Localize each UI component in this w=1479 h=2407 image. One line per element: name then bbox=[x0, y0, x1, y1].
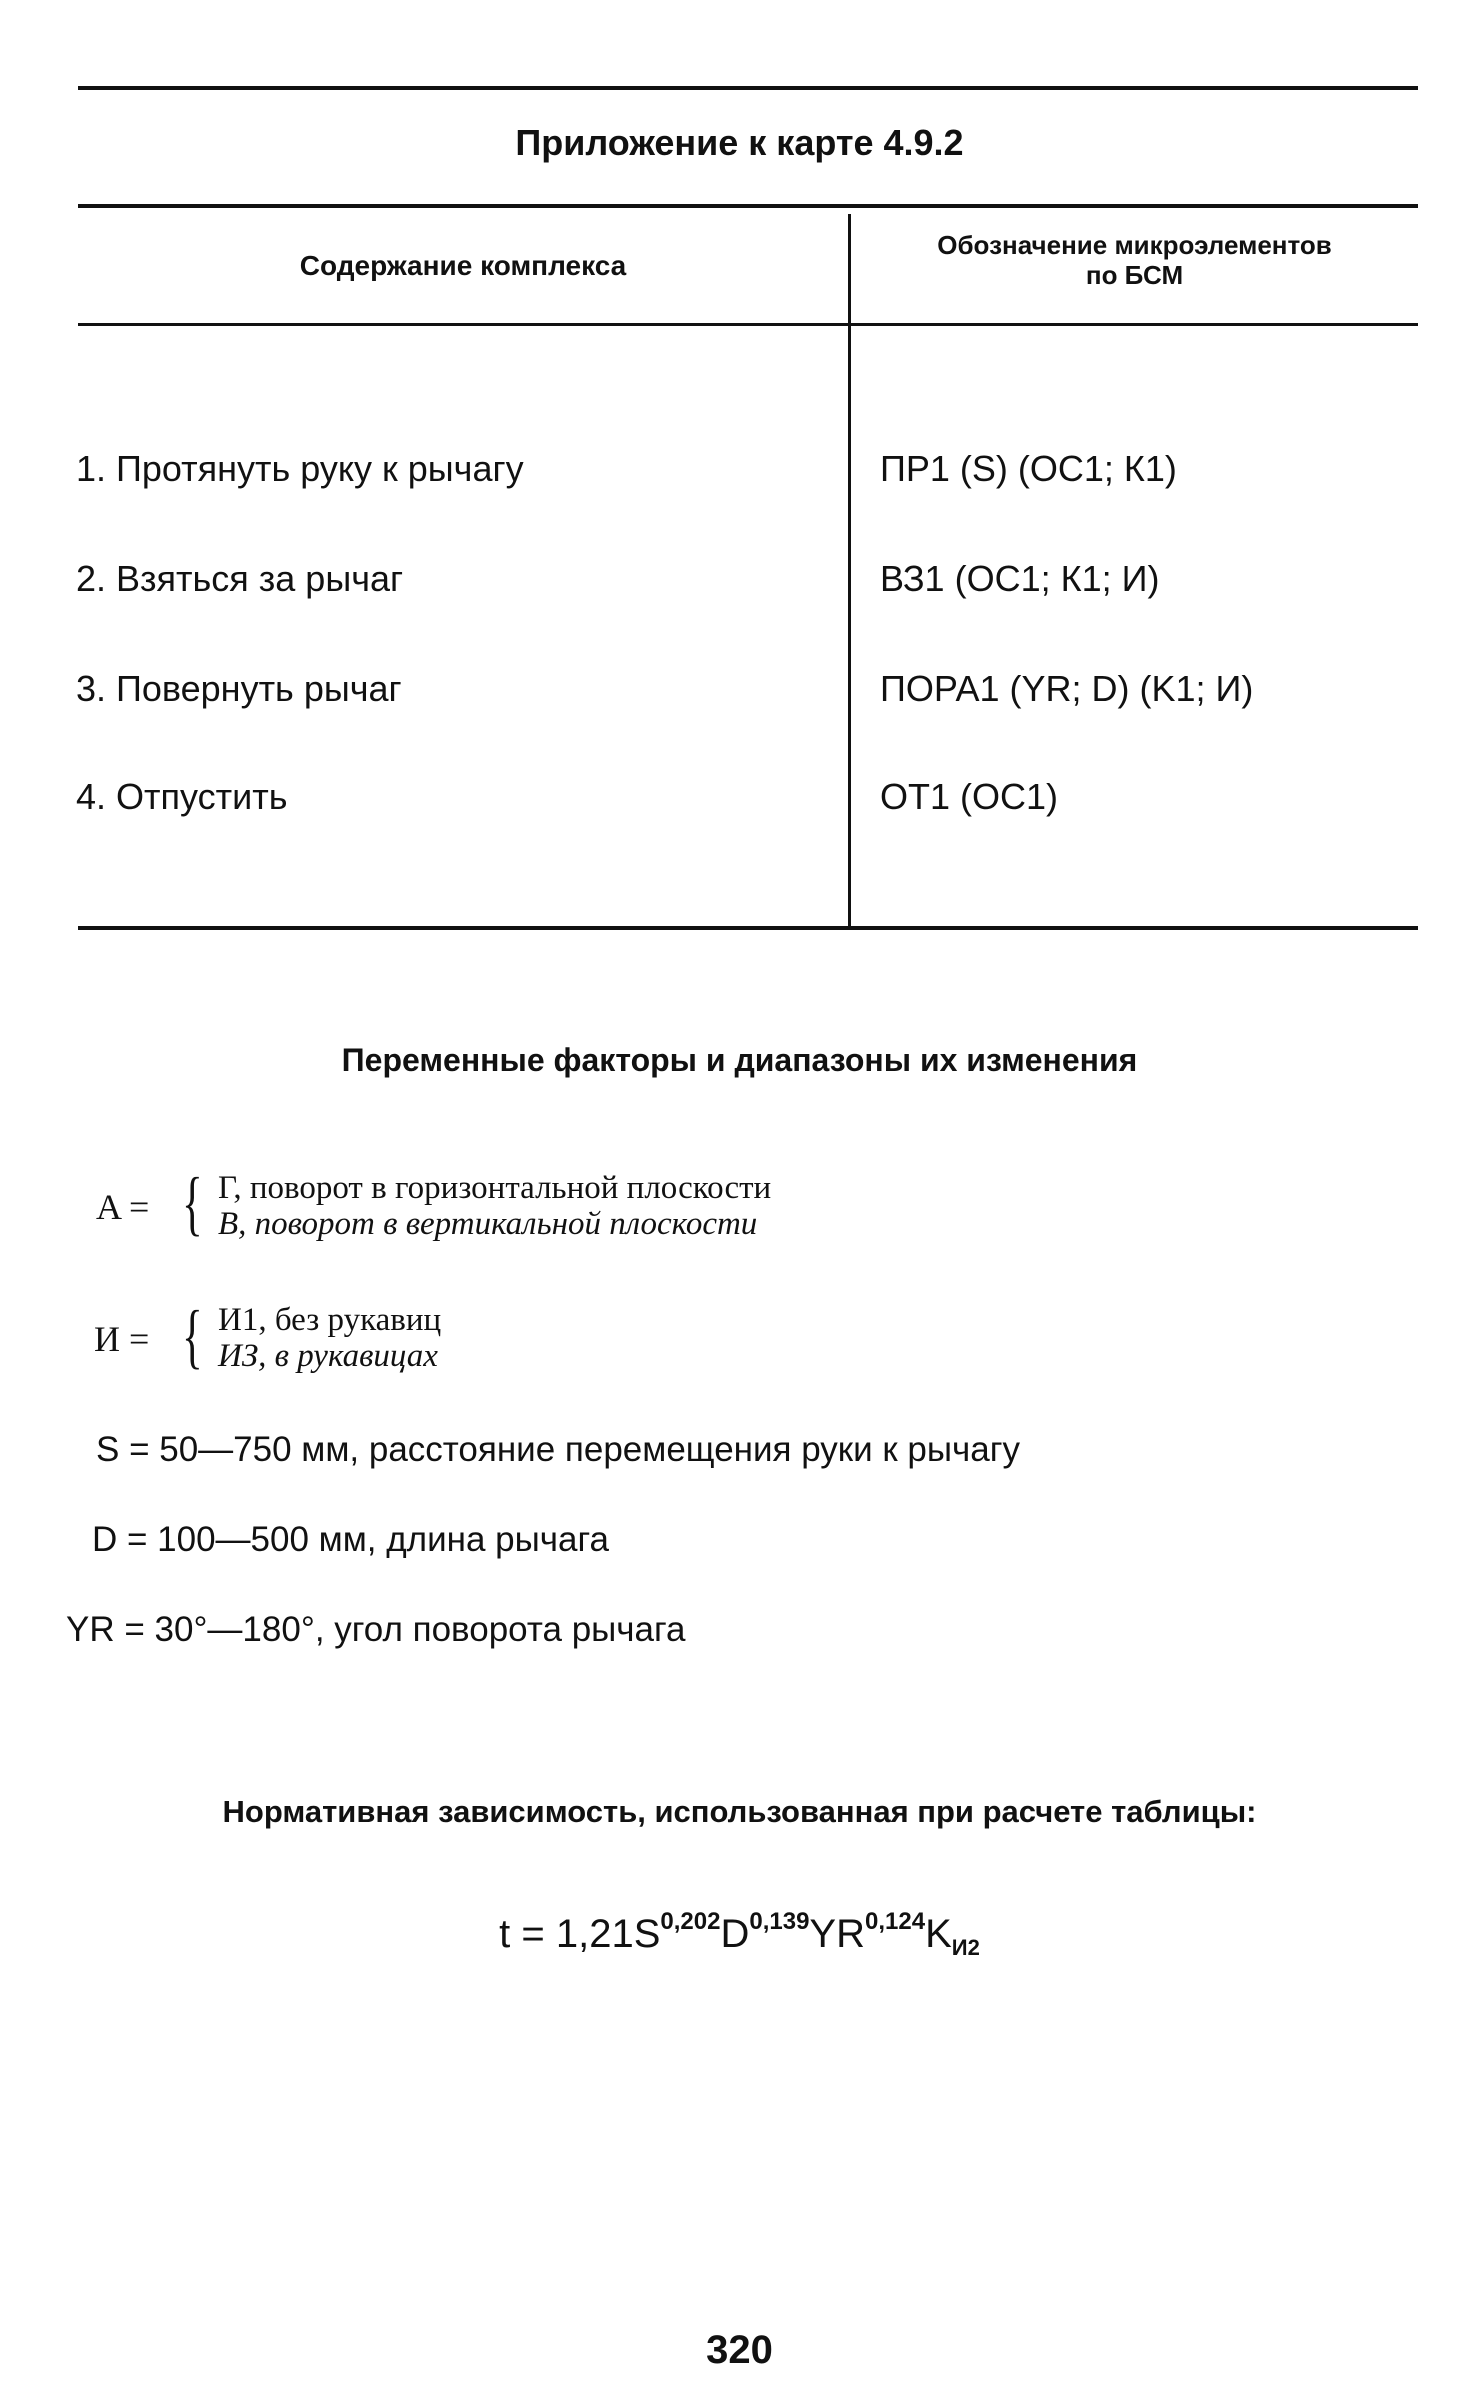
column-header-designation-line1: Обозначение микроэлементов bbox=[937, 230, 1332, 260]
table-row-2-content: 2. Взяться за рычаг bbox=[76, 558, 404, 599]
formula-k-subscript: И2 bbox=[951, 1935, 980, 1960]
factor-a-option-2: В, поворот в вертикальной плоскости bbox=[218, 1206, 758, 1242]
table-column-divider bbox=[848, 214, 851, 926]
table-row-3-designation: ПОРА1 (YR; D) (K1; И) bbox=[880, 668, 1254, 709]
normative-formula bbox=[0, 1908, 1479, 1961]
factor-yr-line: YR = 30°—180°, угол поворота рычага bbox=[66, 1610, 686, 1649]
factor-a-option-1: Г, поворот в горизонтальной плоскости bbox=[218, 1170, 772, 1206]
formula-d-exponent: 0,139 bbox=[749, 1908, 810, 1935]
factor-s-line: S = 50—750 мм, расстояние перемещения руки к рычагу bbox=[96, 1430, 1020, 1469]
normative-title: Нормативная зависимость, использованная при расчете таблицы: bbox=[222, 1794, 1257, 1829]
formula-k-base: K bbox=[925, 1912, 952, 1956]
table-row-4-content: 4. Отпустить bbox=[76, 776, 288, 817]
table-bottom-rule bbox=[78, 926, 1418, 930]
column-header-designation-line2: по БСМ bbox=[1085, 260, 1184, 290]
formula-yr-base: YR bbox=[809, 1912, 865, 1956]
table-row-1-designation: ПР1 (S) (ОС1; К1) bbox=[880, 448, 1177, 489]
factor-a-brace: { bbox=[182, 1163, 203, 1243]
factor-a-label: A = bbox=[96, 1187, 150, 1227]
table-row-3-content: 3. Повернуть рычаг bbox=[76, 668, 402, 709]
factors-title: Переменные факторы и диапазоны их изменения bbox=[341, 1042, 1138, 1078]
factor-d-line: D = 100—500 мм, длина рычага bbox=[92, 1520, 609, 1559]
table-row-2-designation: ВЗ1 (ОС1; К1; И) bbox=[880, 558, 1160, 599]
table-header-rule bbox=[78, 323, 1418, 326]
table-row-4-designation: ОТ1 (ОС1) bbox=[880, 776, 1059, 817]
formula-s-exponent: 0,202 bbox=[660, 1908, 721, 1935]
factor-i-label: И = bbox=[94, 1319, 150, 1359]
factor-i-brace: { bbox=[182, 1296, 203, 1376]
formula-prefix: t = 1,21S bbox=[499, 1912, 661, 1956]
column-header-content: Содержание комплекса bbox=[299, 250, 627, 281]
appendix-title: Приложение к карте 4.9.2 bbox=[515, 122, 964, 163]
table-top-rule bbox=[78, 204, 1418, 208]
factor-i-option-1: И1, без рукавиц bbox=[218, 1302, 442, 1338]
factor-i-option-2: ИЗ, в рукавицах bbox=[218, 1338, 438, 1374]
page-number: 320 bbox=[706, 2328, 773, 2372]
column-header-designation bbox=[851, 230, 1418, 290]
formula-d-base: D bbox=[720, 1912, 750, 1956]
table-row-1-content: 1. Протянуть руку к рычагу bbox=[76, 448, 524, 489]
top-rule bbox=[78, 86, 1418, 90]
formula-yr-exponent: 0,124 bbox=[865, 1908, 926, 1935]
